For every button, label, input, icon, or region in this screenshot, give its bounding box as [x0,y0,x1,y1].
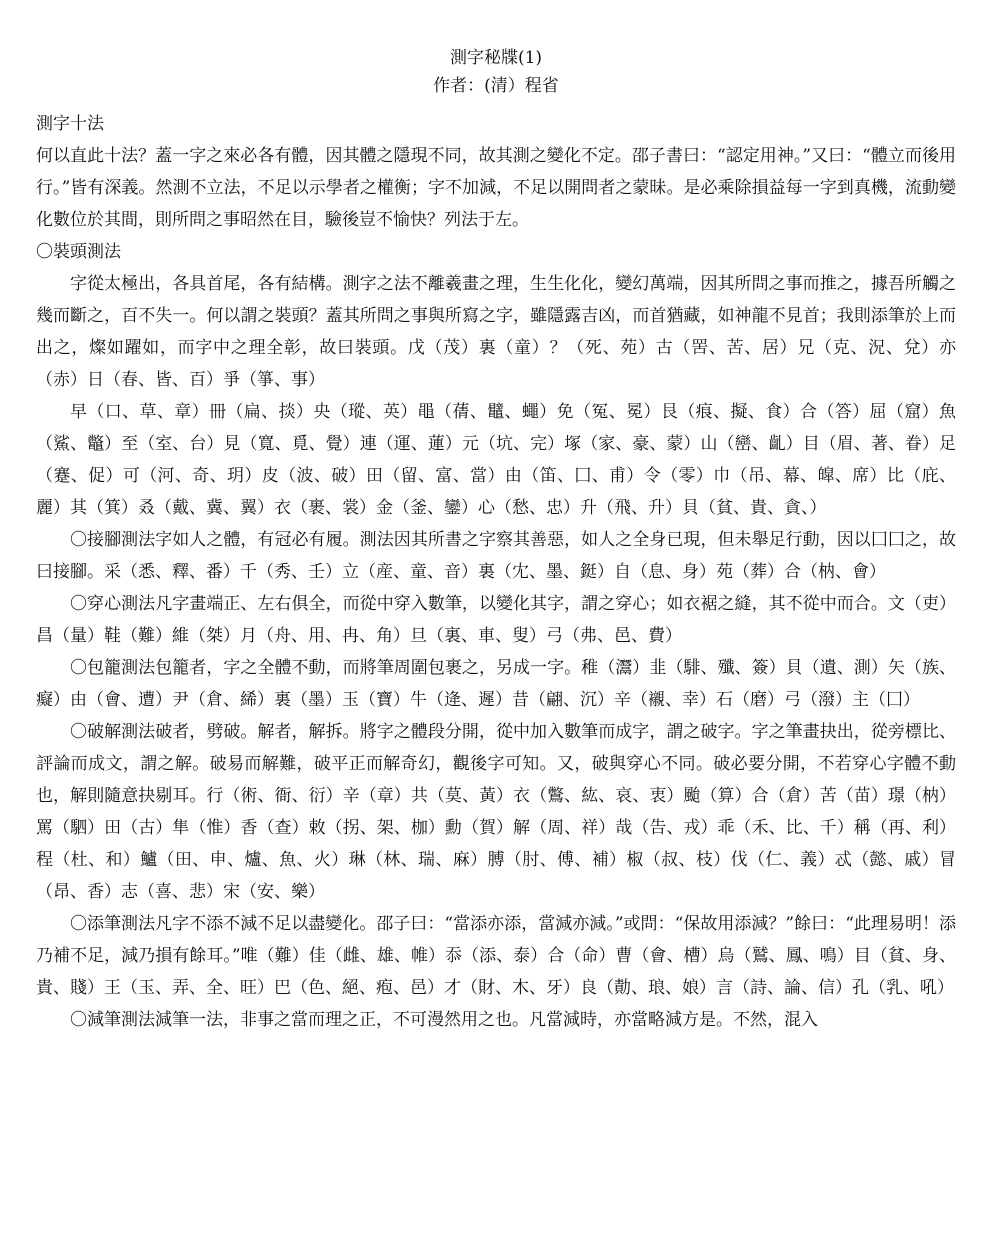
paragraph: 〇添筆測法凡字不添不減不足以盡變化。邵子曰：“當添亦添，當減亦減。”或問：“保故用添減？”餘曰：“此理易明！添乃補不足，減乃損有餘耳。”唯（難）佳（雌、雄、帷）忝（添、泰）合（命）曹（會、槽）烏（鷲、鳳、鳴）目（貧、身、貴、賤）王（玉、弄、全、旺）巴（色、絕、疱、邑）才（財、木、牙）良（勣、琅、娘）言（詩、論、信）孔（乳、吼） [36,914,956,998]
paragraph: 何以直此十法？蓋一字之來必各有體，因其體之隱現不同，故其測之變化不定。邵子書曰：“認定用神。”又曰：“體立而後用行。”皆有深義。然測不立法，不足以示學者之權衡；字不加減，不足以開問者之蒙昧。是必乘除損益每一字到真機，流動變化數位於其間，則所問之事昭然在目，驗後豈不愉快？列法于左。 [36,146,956,230]
paragraph: 〇接腳測法字如人之體，有冠必有履。測法因其所書之字察其善惡，如人之全身已現，但未舉足行動，因以囗囗之，故曰接腳。采（悉、釋、番）千（秀、壬）立（産、童、音）裏（冘、墨、鋌）自（息、身）苑（葬）合（枘、會） [36,530,956,582]
document-author: 作者：(清）程省 [433,76,559,96]
paragraph: 早（口、草、章）冊（扁、掞）央（瑽、英）黽（蒨、鼊、蠅）免（冤、冕）艮（痕、擬、食）合（答）屈（窟）魚（鯊、鼈）至（室、台）見（寬、覓、覺）連（運、蓮）元（坑、完）塚（家、豪、蒙）山（巒、齓）目（眉、著、眷）足（蹇、促）可（河、奇、玥）皮（波、破）田（留、富、當）由（笛、囗、甫）令（零）巾（吊、幕、皡、席）比（庇、麗）其（箕）叒（戴、冀、翼）衣（裹、裳）金（釜、鑾）心（愁、忠）升（飛、升）貝（貧、貴、貪、） [36,402,956,518]
section-heading: 測字十法 [36,114,104,134]
paragraph: 〇裝頭測法 [36,242,121,262]
document-title: 測字秘牒(1) [449,48,543,68]
document-body [36,140,956,1036]
paragraph: 〇減筆測法減筆一法，非事之當而理之正，不可漫然用之也。凡當減時，亦當略減方是。不然，混入 [70,1010,818,1030]
paragraph: 字從太極出，各具首尾，各有結構。測字之法不離羲畫之理，生生化化，變幻萬端，因其所問之事而推之，據吾所觸之幾而斷之，百不失一。何以謂之裝頭？蓋其所問之事與所寫之字，雖隱露吉凶，而首猶藏，如神龍不見首；我則添筆於上而出之，燦如躍如，而字中之理全彰，故曰裝頭。戊（茂）裏（童）？（死、苑）古（罟、苦、居）兄（克、況、兌）亦（赤）日（春、皆、百）爭（箏、事） [36,274,956,390]
paragraph: 〇破解測法破者，劈破。解者，解拆。將字之體段分開，從中加入數筆而成字，謂之破字。字之筆畫抉出，從旁標比、評論而成文，謂之解。破易而解難，破平正而解奇幻，觀後字可知。又，破與穿心不同。破必要分開，不若穿心字體不動也，解則隨意抉剔耳。行（術、衙、衍）辛（章）共（莫、黃）衣（鷩、紘、哀、衷）颱（算）合（倉）苦（苗）璟（枘）罵（駟）田（古）隼（惟）香（查）敕（拐、架、枷）勳（賀）解（周、祥）哉（告、戎）乖（禾、比、千）稱（再、利）程（杜、和）鱸（田、申、爐、魚、火）琳（林、瑞、麻）膊（肘、傅、補）椒（叔、枝）伐（仁、義）忒（懿、戚）冒（昂、香）志（喜、悲）宋（安、樂） [36,722,956,902]
paragraph: 〇包籠測法包籠者，字之全體不動，而將筆周圍包裹之，另成一字。稚（灊）韭（騑、殲、簽）貝（遺、測）矢（族、癡）由（會、遭）尹（倉、絺）裏（墨）玉（寶）牛（逄、遲）昔（翩、沉）辛（襯、幸）石（磨）弓（潑）主（囗） [36,658,956,710]
document-page [36,44,956,1036]
paragraph: 〇穿心測法凡字畫端正、左右俱全，而從中穿入數筆，以變化其字，謂之穿心；如衣裾之縫，其不從中而合。文（吏）昌（量）鞋（難）維（桀）月（舟、用、冉、角）旦（裏、車、叟）弓（弗、邑、費） [36,594,956,646]
